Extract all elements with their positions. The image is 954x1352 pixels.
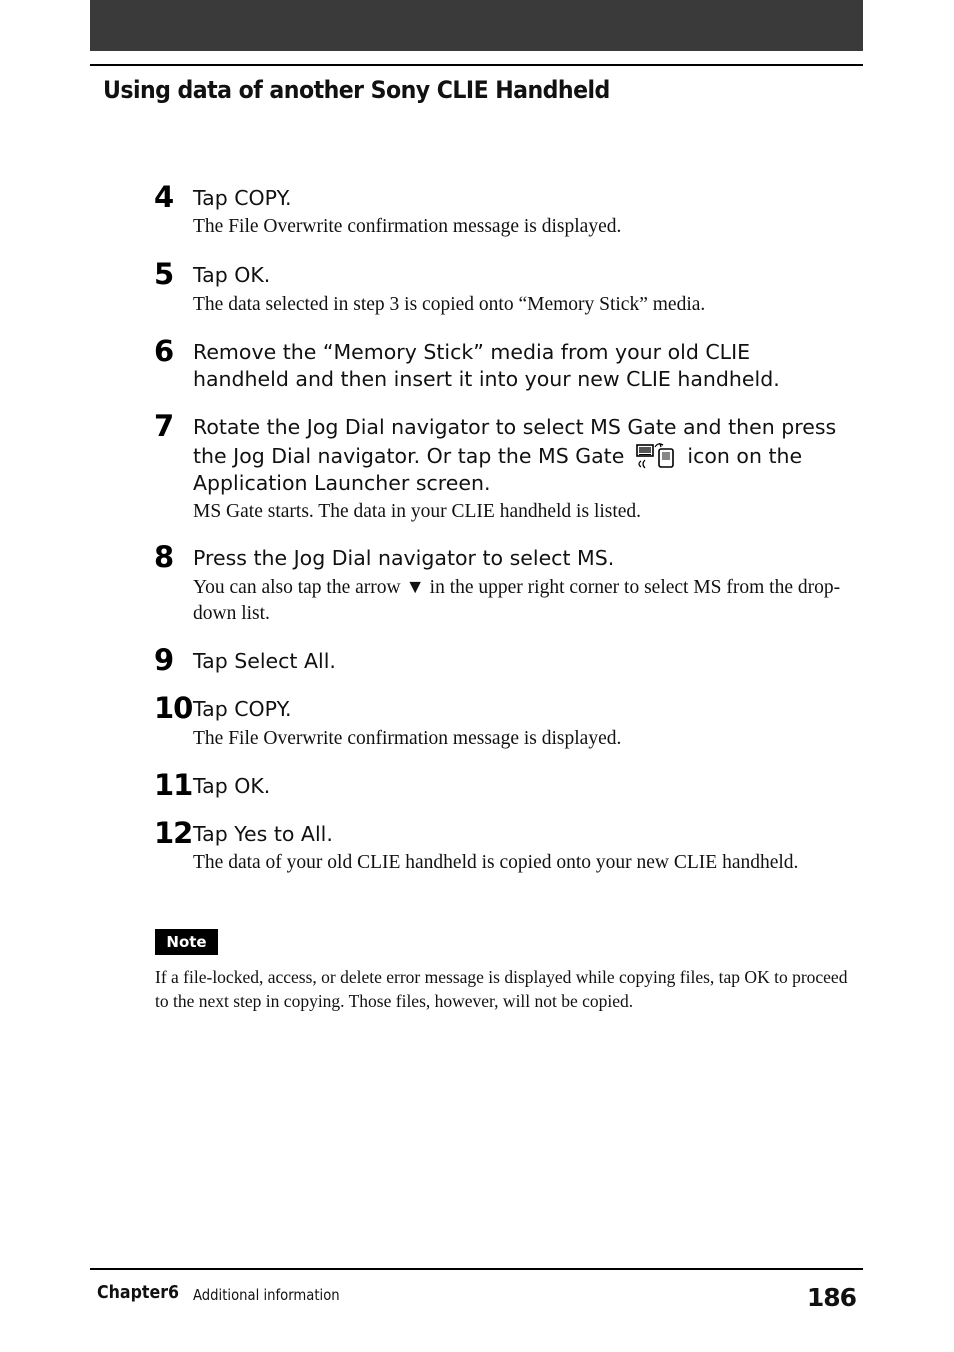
step-title: Tap Yes to All.	[193, 822, 333, 846]
step-title-part-1: Rotate the Jog Dial navigator to select MS Gate and then press the Jog Dial navigator. Or tap the MS Gate	[193, 415, 837, 468]
step-number: 12	[154, 816, 193, 850]
note-text: If a file-locked, access, or delete error message is displayed while copying files, tap OK to proceed to the next step in copying. Those files, however, will not be copied.	[155, 967, 848, 1011]
step-title	[193, 414, 858, 497]
step-number: 4	[154, 180, 174, 214]
step-number: 6	[154, 334, 174, 368]
page-number: 186	[806, 1283, 856, 1312]
footer-chapter: Chapter6	[97, 1282, 180, 1303]
footer-rule	[90, 1268, 863, 1270]
step-number: 9	[154, 643, 174, 677]
step-description: The data selected in step 3 is copied onto “Memory Stick” media.	[193, 294, 706, 315]
step-description: The File Overwrite confirmation message is displayed.	[193, 216, 622, 237]
step-number: 8	[154, 540, 174, 574]
step-description: The data of your old CLIE handheld is copied onto your new CLIE handheld.	[193, 852, 799, 873]
step-description: You can also tap the arrow ▼ in the upper right corner to select MS from the drop-down list.	[193, 577, 841, 624]
ms-gate-icon	[635, 441, 677, 469]
step-title: Tap COPY.	[193, 186, 292, 210]
step-title: Remove the “Memory Stick” media from your old CLIE handheld and then insert it into your new CLIE handheld.	[193, 340, 780, 391]
step-title-part-2: icon on the Application Launcher screen.	[193, 444, 803, 495]
step-number: 5	[154, 257, 174, 291]
step-number: 11	[154, 768, 193, 802]
section-title: Using data of another Sony CLIE Handheld	[103, 76, 610, 104]
header-rule	[90, 64, 863, 66]
step-description: MS Gate starts. The data in your CLIE handheld is listed.	[193, 501, 642, 522]
header-bar	[90, 0, 863, 51]
step-description: The File Overwrite confirmation message is displayed.	[193, 728, 622, 749]
step-title: Tap COPY.	[193, 697, 292, 721]
step-title: Tap OK.	[193, 774, 271, 798]
step-title: Press the Jog Dial navigator to select MS.	[193, 546, 615, 570]
note-badge: Note	[155, 929, 218, 955]
step-number: 10	[154, 691, 193, 725]
footer-chapter-title: Additional information	[193, 1286, 340, 1304]
step-number: 7	[154, 409, 174, 443]
step-title: Tap OK.	[193, 263, 271, 287]
step-title: Tap Select All.	[193, 649, 336, 673]
